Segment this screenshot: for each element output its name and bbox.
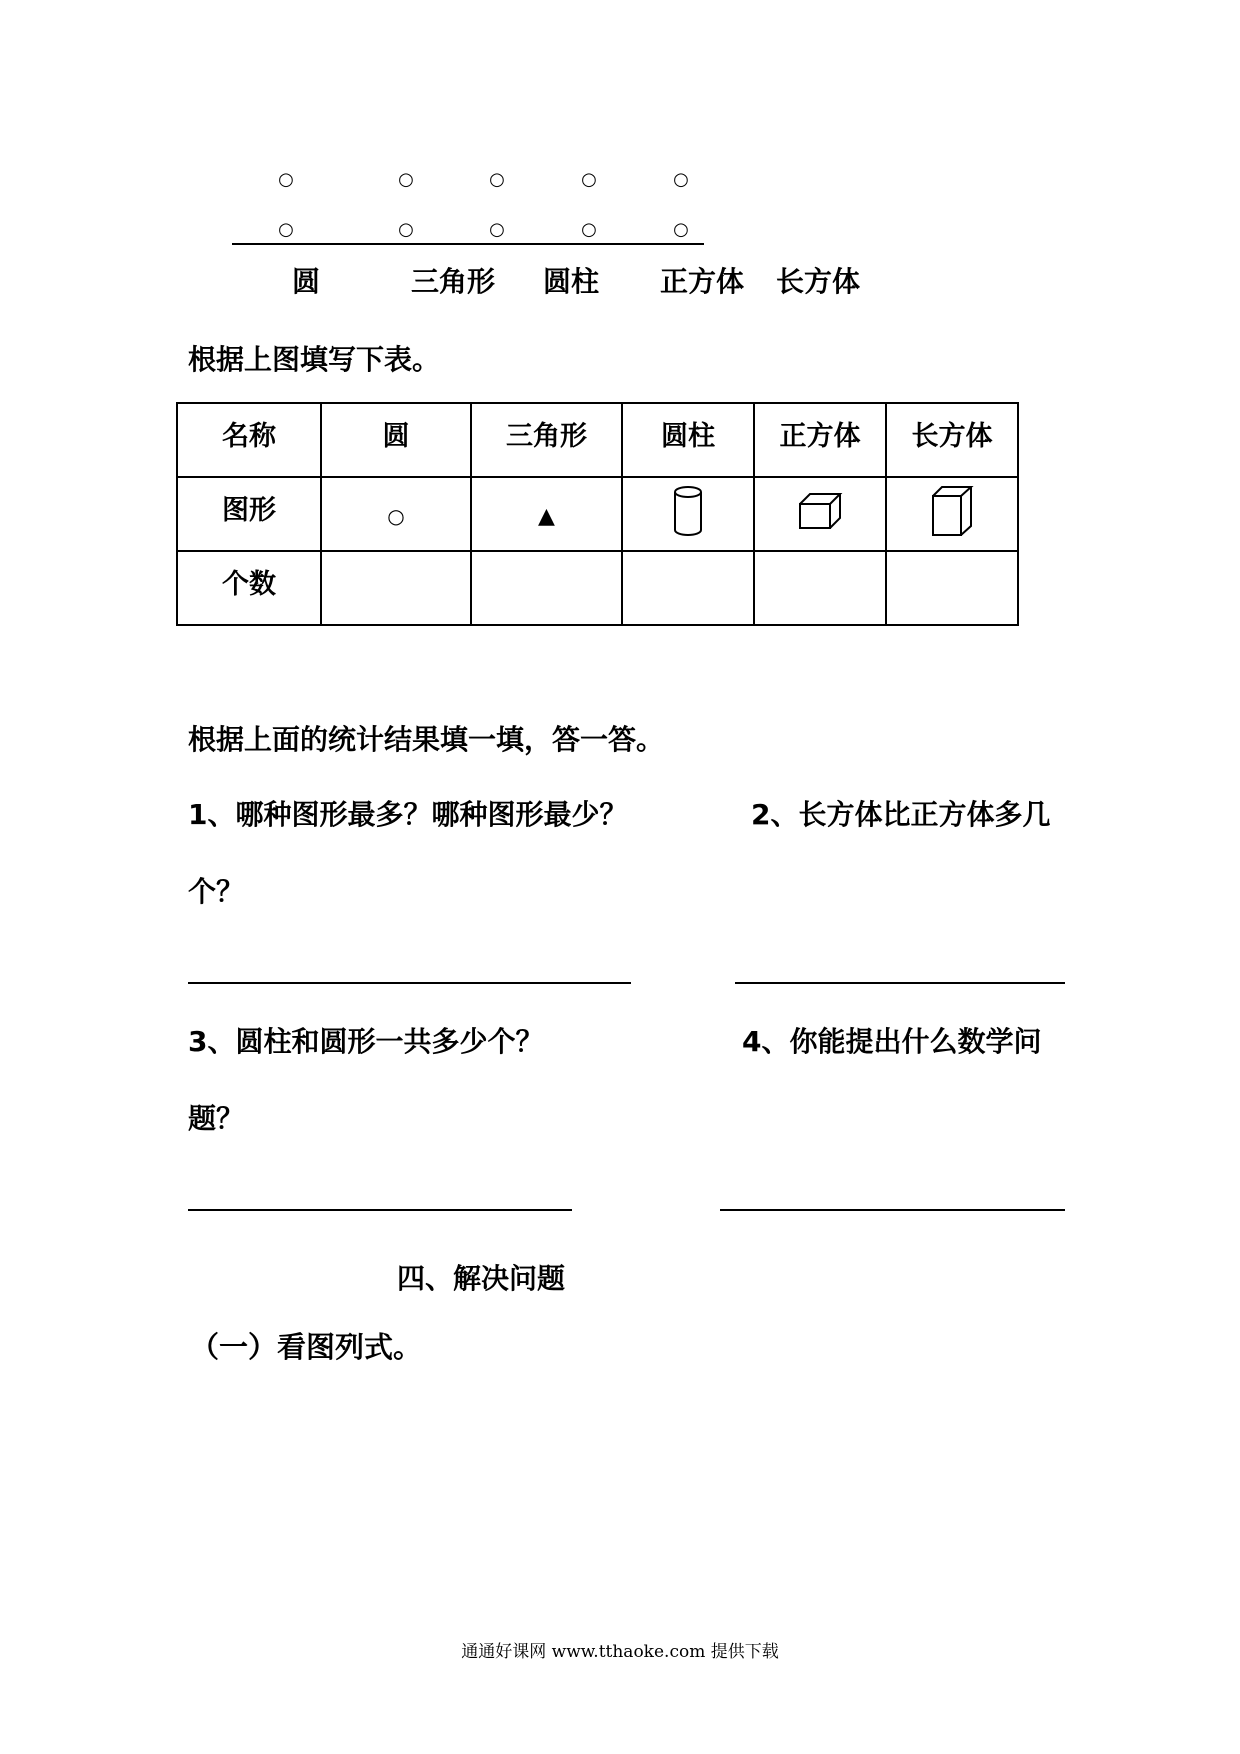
question-4-line-2: 题？ xyxy=(188,1102,245,1135)
answer-line-4[interactable] xyxy=(720,1209,1065,1211)
cuboid-icon xyxy=(930,484,974,538)
shape-cell-cube xyxy=(754,477,886,551)
cube-icon xyxy=(797,491,843,531)
subsection-title: （一）看图列式。 xyxy=(190,1330,423,1364)
page-footer: 通通好课网 www.tthaoke.com 提供下载 xyxy=(461,1642,779,1662)
pictograph-column-cube xyxy=(577,170,601,270)
cylinder-icon xyxy=(671,485,705,537)
question-4-line-1: 4、你能提出什么数学问 xyxy=(742,1025,1042,1058)
circle-mark: ○ xyxy=(581,219,597,240)
count-cell-triangle[interactable] xyxy=(471,551,622,625)
shape-cell-cylinder xyxy=(622,477,754,551)
question-2-line-2: 个？ xyxy=(188,875,245,908)
count-cell-cube[interactable] xyxy=(754,551,886,625)
question-3: 3、圆柱和圆形一共多少个？ xyxy=(188,1025,544,1058)
row-header-shape: 图形 xyxy=(177,477,321,551)
circle-mark: ○ xyxy=(489,219,505,240)
circle-mark: ○ xyxy=(398,169,414,190)
name-cell-cuboid: 长方体 xyxy=(886,403,1018,477)
count-cell-cuboid[interactable] xyxy=(886,551,1018,625)
circle-mark: ○ xyxy=(673,219,689,240)
pictograph-column-cuboid xyxy=(669,170,693,270)
answer-line-3[interactable] xyxy=(188,1209,572,1211)
circle-mark: ○ xyxy=(398,219,414,240)
circle-mark: ○ xyxy=(278,219,294,240)
pictograph-label-cuboid: 长方体 xyxy=(776,265,861,298)
section-title: 四、解决问题 xyxy=(397,1262,566,1295)
statistics-table xyxy=(176,402,1019,626)
count-cell-circle[interactable] xyxy=(321,551,471,625)
table-instruction: 根据上图填写下表。 xyxy=(188,343,441,376)
row-header-count: 个数 xyxy=(177,551,321,625)
circle-mark: ○ xyxy=(581,169,597,190)
pictograph-baseline xyxy=(232,243,704,245)
table-row-names xyxy=(177,403,1018,477)
circle-mark: ○ xyxy=(278,169,294,190)
name-cell-cube: 正方体 xyxy=(754,403,886,477)
pictograph-label-circle: 圆 xyxy=(292,265,321,298)
row-header-name: 名称 xyxy=(177,403,321,477)
pictograph-column-triangle xyxy=(394,170,418,270)
shape-cell-circle xyxy=(321,477,471,551)
circle-icon: ○ xyxy=(387,503,405,528)
pictograph-label-cube: 正方体 xyxy=(660,265,745,298)
pictograph-column-cylinder xyxy=(485,170,509,270)
pictograph-label-triangle: 三角形 xyxy=(411,265,496,298)
shape-cell-cuboid xyxy=(886,477,1018,551)
circle-mark: ○ xyxy=(489,169,505,190)
name-cell-circle: 圆 xyxy=(321,403,471,477)
question-2-line-1: 2、长方体比正方体多几 xyxy=(751,798,1051,831)
circle-mark: ○ xyxy=(673,169,689,190)
question-1: 1、哪种图形最多？哪种图形最少？ xyxy=(188,798,628,831)
answer-line-2[interactable] xyxy=(735,982,1065,984)
name-cell-cylinder: 圆柱 xyxy=(622,403,754,477)
pictograph-column-circle xyxy=(274,170,298,270)
shape-cell-triangle xyxy=(471,477,622,551)
table-row-shapes xyxy=(177,477,1018,551)
count-cell-cylinder[interactable] xyxy=(622,551,754,625)
questions-instruction: 根据上面的统计结果填一填，答一答。 xyxy=(188,723,665,756)
answer-line-1[interactable] xyxy=(188,982,631,984)
pictograph-label-cylinder: 圆柱 xyxy=(543,265,600,298)
table-row-counts xyxy=(177,551,1018,625)
name-cell-triangle: 三角形 xyxy=(471,403,622,477)
triangle-icon: ▲ xyxy=(538,503,555,529)
